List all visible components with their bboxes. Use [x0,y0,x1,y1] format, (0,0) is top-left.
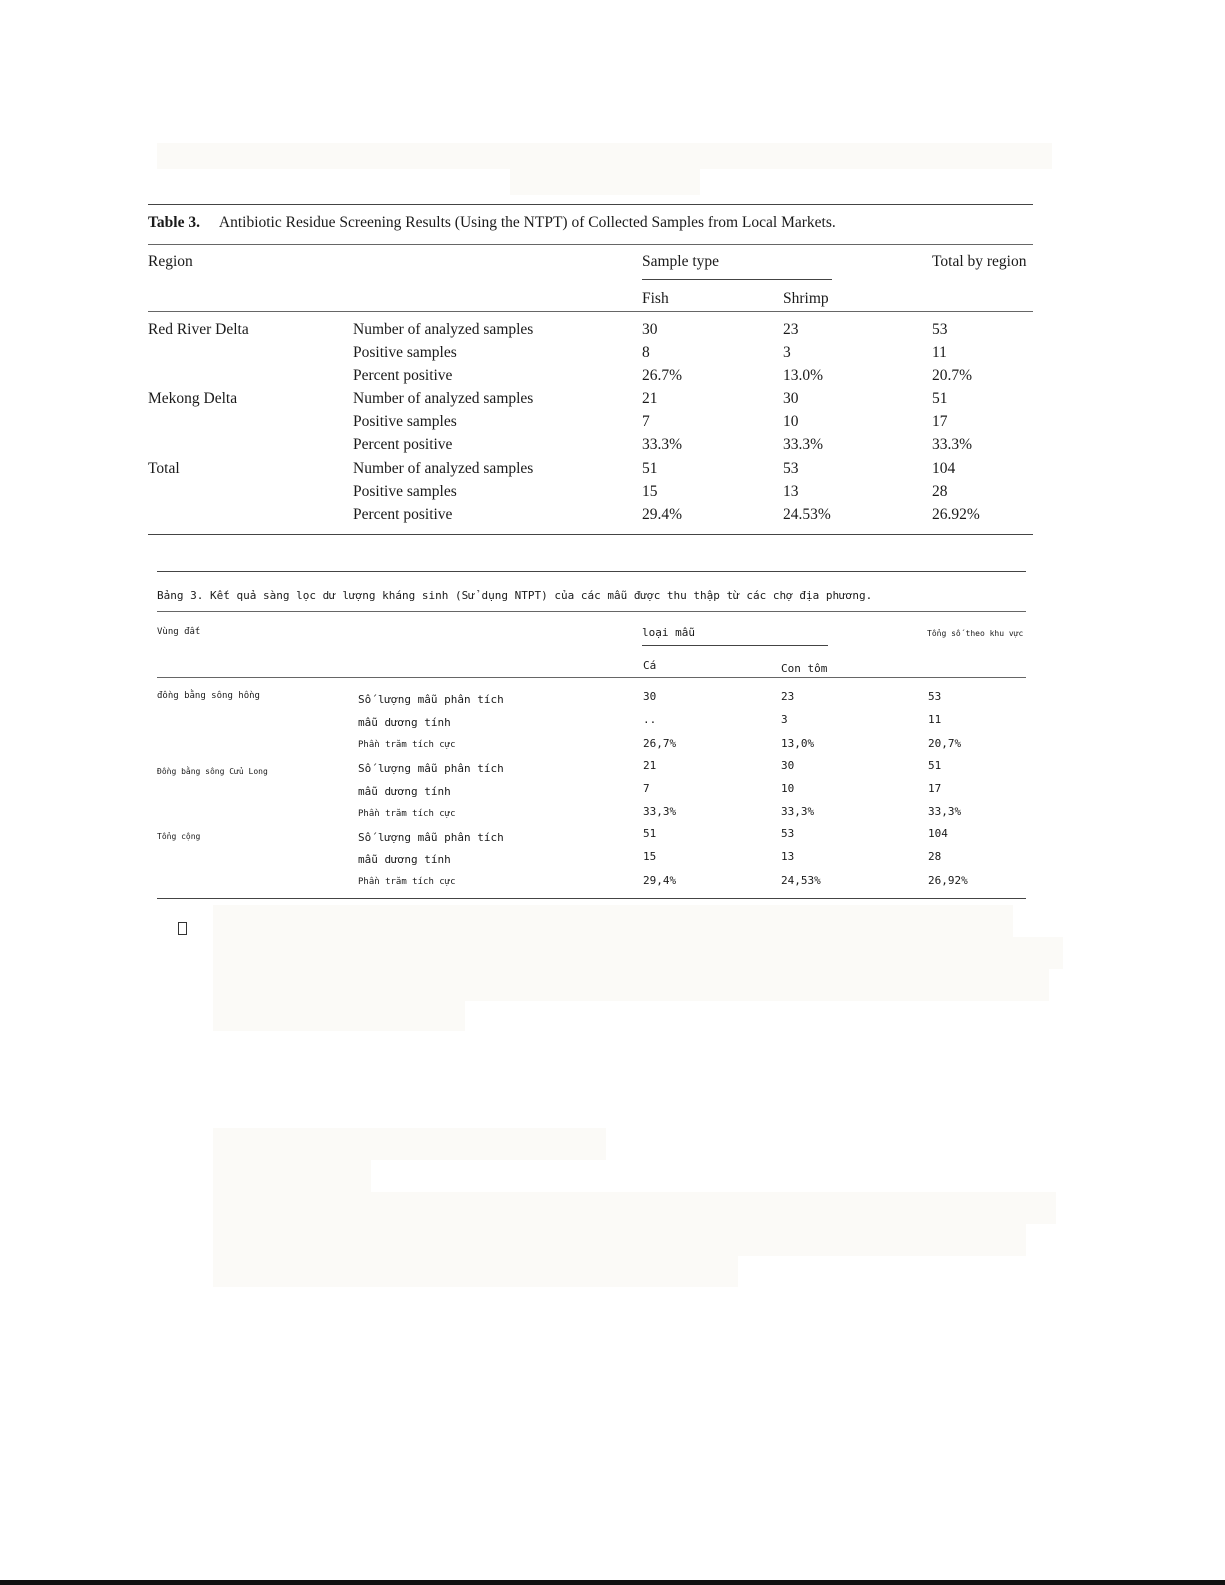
en-total-value: 26.92% [932,506,980,523]
en-shrimp-value: 30 [783,390,799,407]
vi-metric: Phần trăm tích cực [358,877,456,887]
en-caption [148,214,836,232]
en-top-rule [148,204,1033,205]
en-total-value: 33.3% [932,436,973,453]
en-region-label: Mekong Delta [148,390,238,407]
vi-shrimp-value: 3 [781,713,788,726]
vi-shrimp-value: 10 [781,782,795,795]
en-total-value: 51 [932,390,948,407]
en-shrimp-value: 13 [783,483,799,500]
vi-fish-value: 26,7% [643,737,677,750]
vi-metric: Số lượng mẫu phân tích [358,831,504,844]
vi-total-value: 53 [928,690,942,703]
vi-shrimp-value: 23 [781,690,795,703]
vi-metric: Phần trăm tích cực [358,740,456,750]
vi-bottom-rule [157,898,1026,899]
en-fish-value: 15 [642,483,658,500]
redacted-heading-line-1 [157,143,1052,169]
en-fish-value: 26.7% [642,367,683,384]
en-metric: Percent positive [353,506,453,523]
vi-shrimp-value: 33,3% [781,805,815,818]
en-shrimp-value: 23 [783,321,799,338]
vi-caption-rule [157,611,1026,612]
en-header-shrimp: Shrimp [783,290,829,307]
en-caption-rule [148,244,1033,245]
redacted-paragraph-2 [213,1128,606,1160]
en-header-rule [148,311,1033,312]
vi-fish-value: 29,4% [643,874,677,887]
vi-total-value: 11 [928,713,942,726]
en-bottom-rule [148,534,1033,535]
vi-shrimp-value: 24,53% [781,874,821,887]
en-header-fish: Fish [642,290,669,307]
redacted-paragraph-2e [213,1256,738,1287]
en-shrimp-value: 10 [783,413,799,430]
vi-region-label: Tổng cộng [157,832,201,841]
vi-shrimp-value: 13,0% [781,737,815,750]
page-bottom-edge [0,1580,1225,1585]
en-header-region: Region [148,253,193,270]
redacted-heading-line-2 [510,169,700,195]
vi-top-rule [157,571,1026,572]
redacted-paragraph-1 [213,905,1013,937]
en-caption-text: Antibiotic Residue Screening Results (Using the NTPT) of Collected Samples from Local Markets. [218,214,836,231]
en-metric: Number of analyzed samples [353,390,534,407]
vi-region-label: đồng bằng sông hồng [157,691,260,701]
vi-header-rule [157,677,1026,678]
vi-metric: Phần trăm tích cực [358,809,456,819]
en-shrimp-value: 13.0% [783,367,824,384]
en-fish-value: 33.3% [642,436,683,453]
en-fish-value: 21 [642,390,658,407]
vi-fish-value: .. [643,713,657,726]
en-total-value: 28 [932,483,948,500]
redacted-paragraph-1c [213,969,1049,1001]
vi-header-total: Tổng số theo khu vực [927,629,1024,638]
vi-shrimp-value: 13 [781,850,795,863]
en-header-sample-type: Sample type [642,253,720,270]
en-metric: Positive samples [353,483,457,500]
redacted-paragraph-1b [213,937,1063,969]
vi-metric: mẫu dương tính [358,853,451,866]
en-metric: Positive samples [353,413,457,430]
vi-fish-value: 15 [643,850,657,863]
en-fish-value: 30 [642,321,658,338]
redacted-paragraph-2b [213,1160,371,1192]
vi-total-value: 17 [928,782,942,795]
en-shrimp-value: 53 [783,460,799,477]
vi-total-value: 33,3% [928,805,962,818]
en-header-total: Total by region [932,253,1027,270]
vi-shrimp-value: 30 [781,759,795,772]
vi-fish-value: 33,3% [643,805,677,818]
en-region-label: Red River Delta [148,321,249,338]
en-metric: Number of analyzed samples [353,321,534,338]
vi-sample-type-rule [642,645,828,646]
en-total-value: 20.7% [932,367,973,384]
en-metric: Percent positive [353,367,453,384]
redacted-paragraph-2d [213,1224,1026,1256]
vi-fish-value: 21 [643,759,657,772]
vi-caption: Bảng 3. Kết quả sàng lọc dư lượng kháng sinh (Sử dụng NTPT) của các mẫu được thu thập từ các chợ địa phương. [157,589,873,602]
en-fish-value: 8 [642,344,650,361]
vi-total-value: 28 [928,850,942,863]
vi-total-value: 51 [928,759,942,772]
en-fish-value: 7 [642,413,650,430]
en-sample-type-rule [642,279,832,280]
vi-region-label: Đồng bằng sông Cửu Long [157,767,268,776]
en-total-value: 53 [932,321,948,338]
redacted-paragraph-2c [213,1192,1056,1224]
vi-metric: Số lượng mẫu phân tích [358,693,504,706]
en-region-label: Total [148,460,180,477]
en-metric: Number of analyzed samples [353,460,534,477]
en-shrimp-value: 24.53% [783,506,831,523]
vi-metric: mẫu dương tính [358,716,451,729]
vi-total-value: 26,92% [928,874,968,887]
vi-header-fish: Cá [643,659,657,672]
en-metric: Percent positive [353,436,453,453]
en-shrimp-value: 33.3% [783,436,824,453]
vi-total-value: 104 [928,827,948,840]
en-fish-value: 51 [642,460,658,477]
redacted-paragraph-1d [213,1001,465,1031]
en-metric: Positive samples [353,344,457,361]
missing-glyph-icon [178,922,187,935]
en-fish-value: 29.4% [642,506,683,523]
vi-fish-value: 7 [643,782,650,795]
en-shrimp-value: 3 [783,344,791,361]
vi-header-region: Vùng đất [157,627,201,637]
en-caption-label: Table 3. [148,214,200,231]
en-total-value: 17 [932,413,948,430]
en-total-value: 104 [932,460,956,477]
vi-header-sample-type: loại mẫu [642,626,695,639]
vi-header-shrimp: Con tôm [781,662,828,675]
vi-metric: mẫu dương tính [358,785,451,798]
vi-shrimp-value: 53 [781,827,795,840]
vi-metric: Số lượng mẫu phân tích [358,762,504,775]
en-total-value: 11 [932,344,947,361]
vi-fish-value: 51 [643,827,657,840]
vi-fish-value: 30 [643,690,657,703]
vi-total-value: 20,7% [928,737,962,750]
